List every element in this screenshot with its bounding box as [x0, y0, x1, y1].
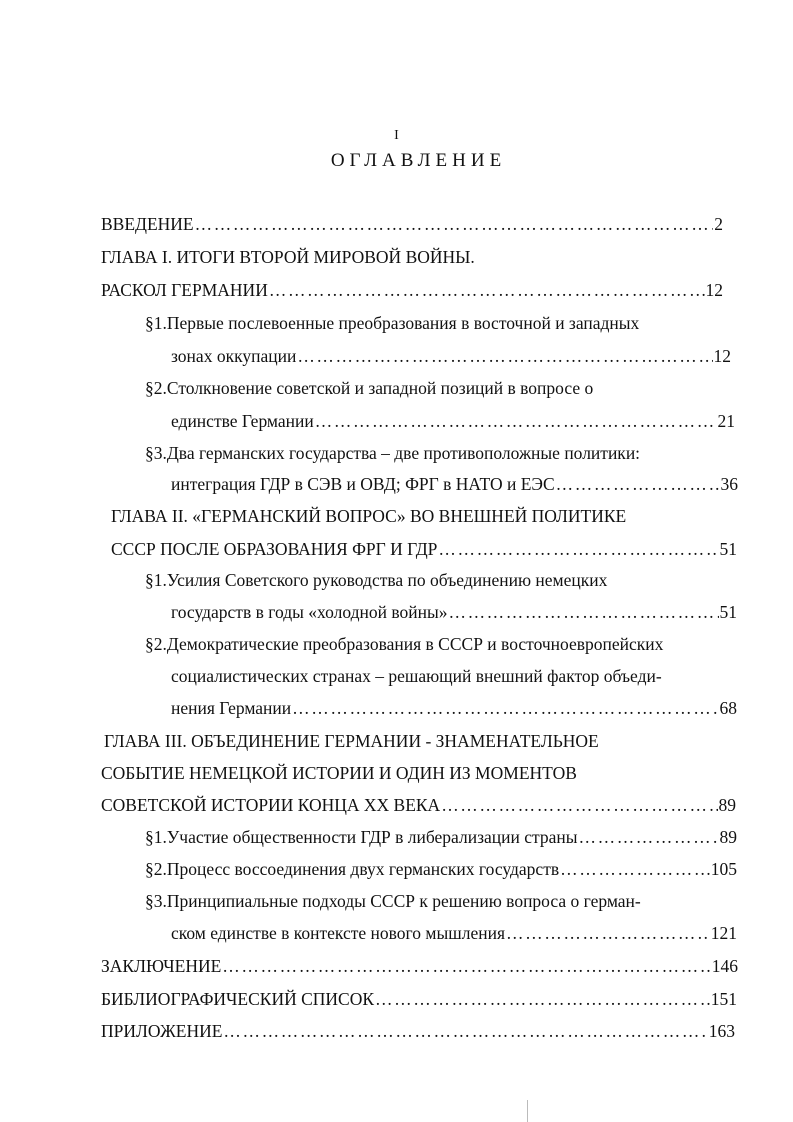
- toc-section-2-1[interactable]: [171, 598, 737, 626]
- toc-entry-page: 12: [705, 280, 723, 300]
- toc-entry-label: СССР ПОСЛЕ ОБРАЗОВАНИЯ ФРГ И ГДР: [111, 539, 438, 559]
- toc-entry-label: зонах оккупации: [171, 346, 297, 366]
- leader-dots: [297, 342, 712, 370]
- toc-section-3-2[interactable]: [145, 855, 737, 883]
- toc-entry-label: ПРИЛОЖЕНИЕ: [101, 1021, 223, 1041]
- leader-dots: [556, 470, 720, 498]
- toc-entry-page: 121: [710, 923, 737, 943]
- toc-section-1-2[interactable]: [171, 407, 735, 435]
- scan-artifact: [527, 1100, 528, 1122]
- leader-dots: [223, 1017, 707, 1045]
- leader-dots: [579, 823, 719, 851]
- leader-dots: [375, 985, 710, 1013]
- toc-entry-label: нения Германии: [171, 698, 292, 718]
- toc-entry-label: государств в годы «холодной войны»: [171, 602, 448, 622]
- toc-section-1-1[interactable]: [171, 342, 731, 370]
- toc-section-3-3-title[interactable]: §3.Принципиальные подходы СССР к решению вопроса о герман-: [145, 891, 641, 911]
- leader-dots: [222, 952, 710, 980]
- toc-entry-label: РАСКОЛ ГЕРМАНИИ: [101, 280, 268, 300]
- toc-chapter-3-title[interactable]: ГЛАВА III. ОБЪЕДИНЕНИЕ ГЕРМАНИИ - ЗНАМЕНАТЕЛЬНОЕ: [104, 731, 599, 751]
- toc-section-3-3[interactable]: [171, 919, 737, 947]
- toc-entry-intro[interactable]: [101, 210, 723, 238]
- toc-entry-label: СОВЕТСКОЙ ИСТОРИИ КОНЦА XX ВЕКА: [101, 795, 441, 815]
- toc-entry-page: 51: [719, 539, 737, 559]
- toc-entry-page: 105: [710, 859, 737, 879]
- toc-entry-page: 12: [713, 346, 731, 366]
- toc-section-1-2-title[interactable]: §2.Столкновение советской и западной позиций в вопросе о: [145, 378, 594, 398]
- toc-entry-page: 51: [719, 602, 737, 622]
- leader-dots: [292, 694, 718, 722]
- toc-chapter-3[interactable]: [101, 791, 736, 819]
- leader-dots: [560, 855, 710, 883]
- toc-entry-page: 163: [708, 1021, 735, 1041]
- toc-entry-label: §2.Процесс воссоединения двух германских государств: [145, 859, 560, 879]
- toc-chapter-2-title[interactable]: ГЛАВА II. «ГЕРМАНСКИЙ ВОПРОС» ВО ВНЕШНЕЙ ПОЛИТИКЕ: [111, 506, 627, 526]
- toc-entry-label: ском единстве в контексте нового мышления: [171, 923, 506, 943]
- toc-section-1-3[interactable]: [171, 470, 738, 498]
- toc-entry-page: 68: [719, 698, 737, 718]
- toc-chapter-1[interactable]: [101, 276, 723, 304]
- toc-section-2-2[interactable]: [171, 694, 737, 722]
- toc-entry-label: интеграция ГДР в СЭВ и ОВД; ФРГ в НАТО и ЕЭС: [171, 474, 555, 494]
- toc-entry-label: ВВЕДЕНИЕ: [101, 214, 194, 234]
- toc-entry-bibliography[interactable]: [101, 985, 737, 1013]
- toc-entry-page: 36: [720, 474, 738, 494]
- toc-entry-appendix[interactable]: [101, 1017, 735, 1045]
- leader-dots: [315, 407, 717, 435]
- toc-chapter-2[interactable]: [111, 535, 737, 563]
- toc-section-2-2-subtitle[interactable]: социалистических странах – решающий внешний фактор объеди-: [171, 666, 662, 686]
- toc-entry-page: 89: [718, 795, 736, 815]
- toc-entry-page: 21: [717, 411, 735, 431]
- toc-chapter-1-title[interactable]: ГЛАВА I. ИТОГИ ВТОРОЙ МИРОВОЙ ВОЙНЫ.: [101, 247, 475, 267]
- leader-dots: [438, 535, 718, 563]
- toc-entry-label: единстве Германии: [171, 411, 314, 431]
- toc-section-1-1-title[interactable]: §1.Первые послевоенные преобразования в восточной и западных: [145, 313, 640, 333]
- toc-entry-page: 146: [711, 956, 738, 976]
- leader-dots: [269, 276, 705, 304]
- toc-section-3-1[interactable]: [145, 823, 737, 851]
- toc-entry-label: ЗАКЛЮЧЕНИЕ: [101, 956, 222, 976]
- toc-section-1-3-title[interactable]: §3.Два германских государства – две противоположные политики:: [145, 443, 641, 463]
- toc-entry-conclusion[interactable]: [101, 952, 738, 980]
- leader-dots: [448, 598, 718, 626]
- toc-entry-label: §1.Участие общественности ГДР в либерализации страны: [145, 827, 578, 847]
- toc-entry-page: 89: [719, 827, 737, 847]
- toc-section-2-1-title[interactable]: §1.Усилия Советского руководства по объединению немецких: [145, 570, 608, 590]
- leader-dots: [506, 919, 710, 947]
- leader-dots: [441, 791, 717, 819]
- toc-section-2-2-title[interactable]: §2.Демократические преобразования в СССР и восточноевропейских: [145, 634, 664, 654]
- toc-entry-page: 2: [714, 214, 723, 234]
- toc-chapter-3-subtitle[interactable]: СОБЫТИЕ НЕМЕЦКОЙ ИСТОРИИ И ОДИН ИЗ МОМЕНТОВ: [101, 763, 577, 783]
- page-title: ОГЛАВЛЕНИЕ: [330, 150, 507, 171]
- page-number: I: [394, 128, 399, 143]
- toc-entry-label: БИБЛИОГРАФИЧЕСКИЙ СПИСОК: [101, 989, 375, 1009]
- toc-entry-page: 151: [710, 989, 737, 1009]
- leader-dots: [195, 210, 714, 238]
